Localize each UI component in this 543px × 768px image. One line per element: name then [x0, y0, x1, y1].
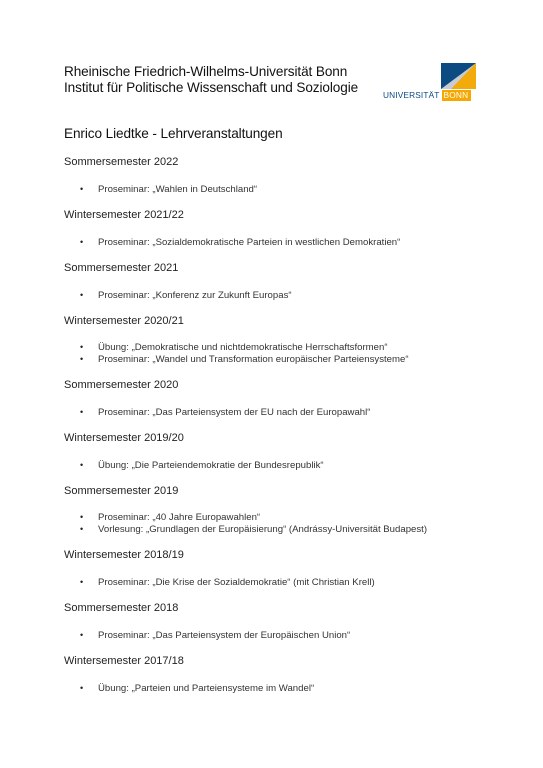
bullet-icon: •	[80, 342, 84, 352]
semester-heading: Sommersemester 2022	[64, 156, 179, 168]
semester-heading: Wintersemester 2019/20	[64, 432, 184, 444]
bullet-icon: •	[80, 512, 84, 522]
semester-heading: Sommersemester 2021	[64, 262, 179, 274]
semester-heading: Sommersemester 2018	[64, 602, 179, 614]
semester-heading: Wintersemester 2020/21	[64, 315, 184, 327]
course-item: • Proseminar: „Konferenz zur Zukunft Europas“	[80, 290, 292, 301]
page-title: Enrico Liedtke - Lehrveranstaltungen	[64, 126, 283, 141]
logo-bonn-text: BONN	[442, 90, 472, 101]
course-item: • Proseminar: „Das Parteiensystem der Europäischen Union“	[80, 630, 351, 641]
university-name: Rheinische Friedrich-Wilhelms-Universität Bonn	[64, 64, 348, 79]
university-bonn-logo	[383, 63, 477, 101]
bullet-icon: •	[80, 407, 84, 417]
course-item: • Proseminar: „40 Jahre Europawahlen“	[80, 512, 261, 523]
institute-name: Institut für Politische Wissenschaft und Soziologie	[64, 80, 359, 95]
semester-heading: Wintersemester 2018/19	[64, 549, 184, 561]
course-item: • Übung: „Demokratische und nichtdemokratische Herrschaftsformen“	[80, 342, 388, 353]
semester-heading: Wintersemester 2017/18	[64, 655, 184, 667]
semester-heading: Sommersemester 2019	[64, 485, 179, 497]
course-item: • Proseminar: „Wahlen in Deutschland“	[80, 184, 258, 195]
course-item: • Proseminar: „Sozialdemokratische Parteien in westlichen Demokratien“	[80, 237, 401, 248]
course-item: • Übung: „Parteien und Parteiensysteme im Wandel“	[80, 683, 315, 694]
bullet-icon: •	[80, 683, 84, 693]
bullet-icon: •	[80, 354, 84, 364]
logo-universitaet-text: UNIVERSITÄT	[383, 90, 440, 100]
course-item: • Vorlesung: „Grundlagen der Europäisierung“ (Andrássy-Universität Budapest)	[80, 524, 428, 535]
course-item: • Proseminar: „Das Parteiensystem der EU nach der Europawahl“	[80, 407, 371, 418]
semester-heading: Wintersemester 2021/22	[64, 209, 184, 221]
institution-header	[64, 64, 364, 96]
bullet-icon: •	[80, 290, 84, 300]
bullet-icon: •	[80, 524, 84, 534]
logo-graphic-icon	[441, 63, 476, 89]
bullet-icon: •	[80, 460, 84, 470]
bullet-icon: •	[80, 577, 84, 587]
course-item: • Proseminar: „Wandel und Transformation europäischer Parteiensysteme“	[80, 354, 409, 365]
bullet-icon: •	[80, 237, 84, 247]
bullet-icon: •	[80, 630, 84, 640]
course-item: • Proseminar: „Die Krise der Sozialdemokratie“ (mit Christian Krell)	[80, 577, 375, 588]
course-item: • Übung: „Die Parteiendemokratie der Bundesrepublik“	[80, 460, 324, 471]
bullet-icon: •	[80, 184, 84, 194]
semester-heading: Sommersemester 2020	[64, 379, 179, 391]
